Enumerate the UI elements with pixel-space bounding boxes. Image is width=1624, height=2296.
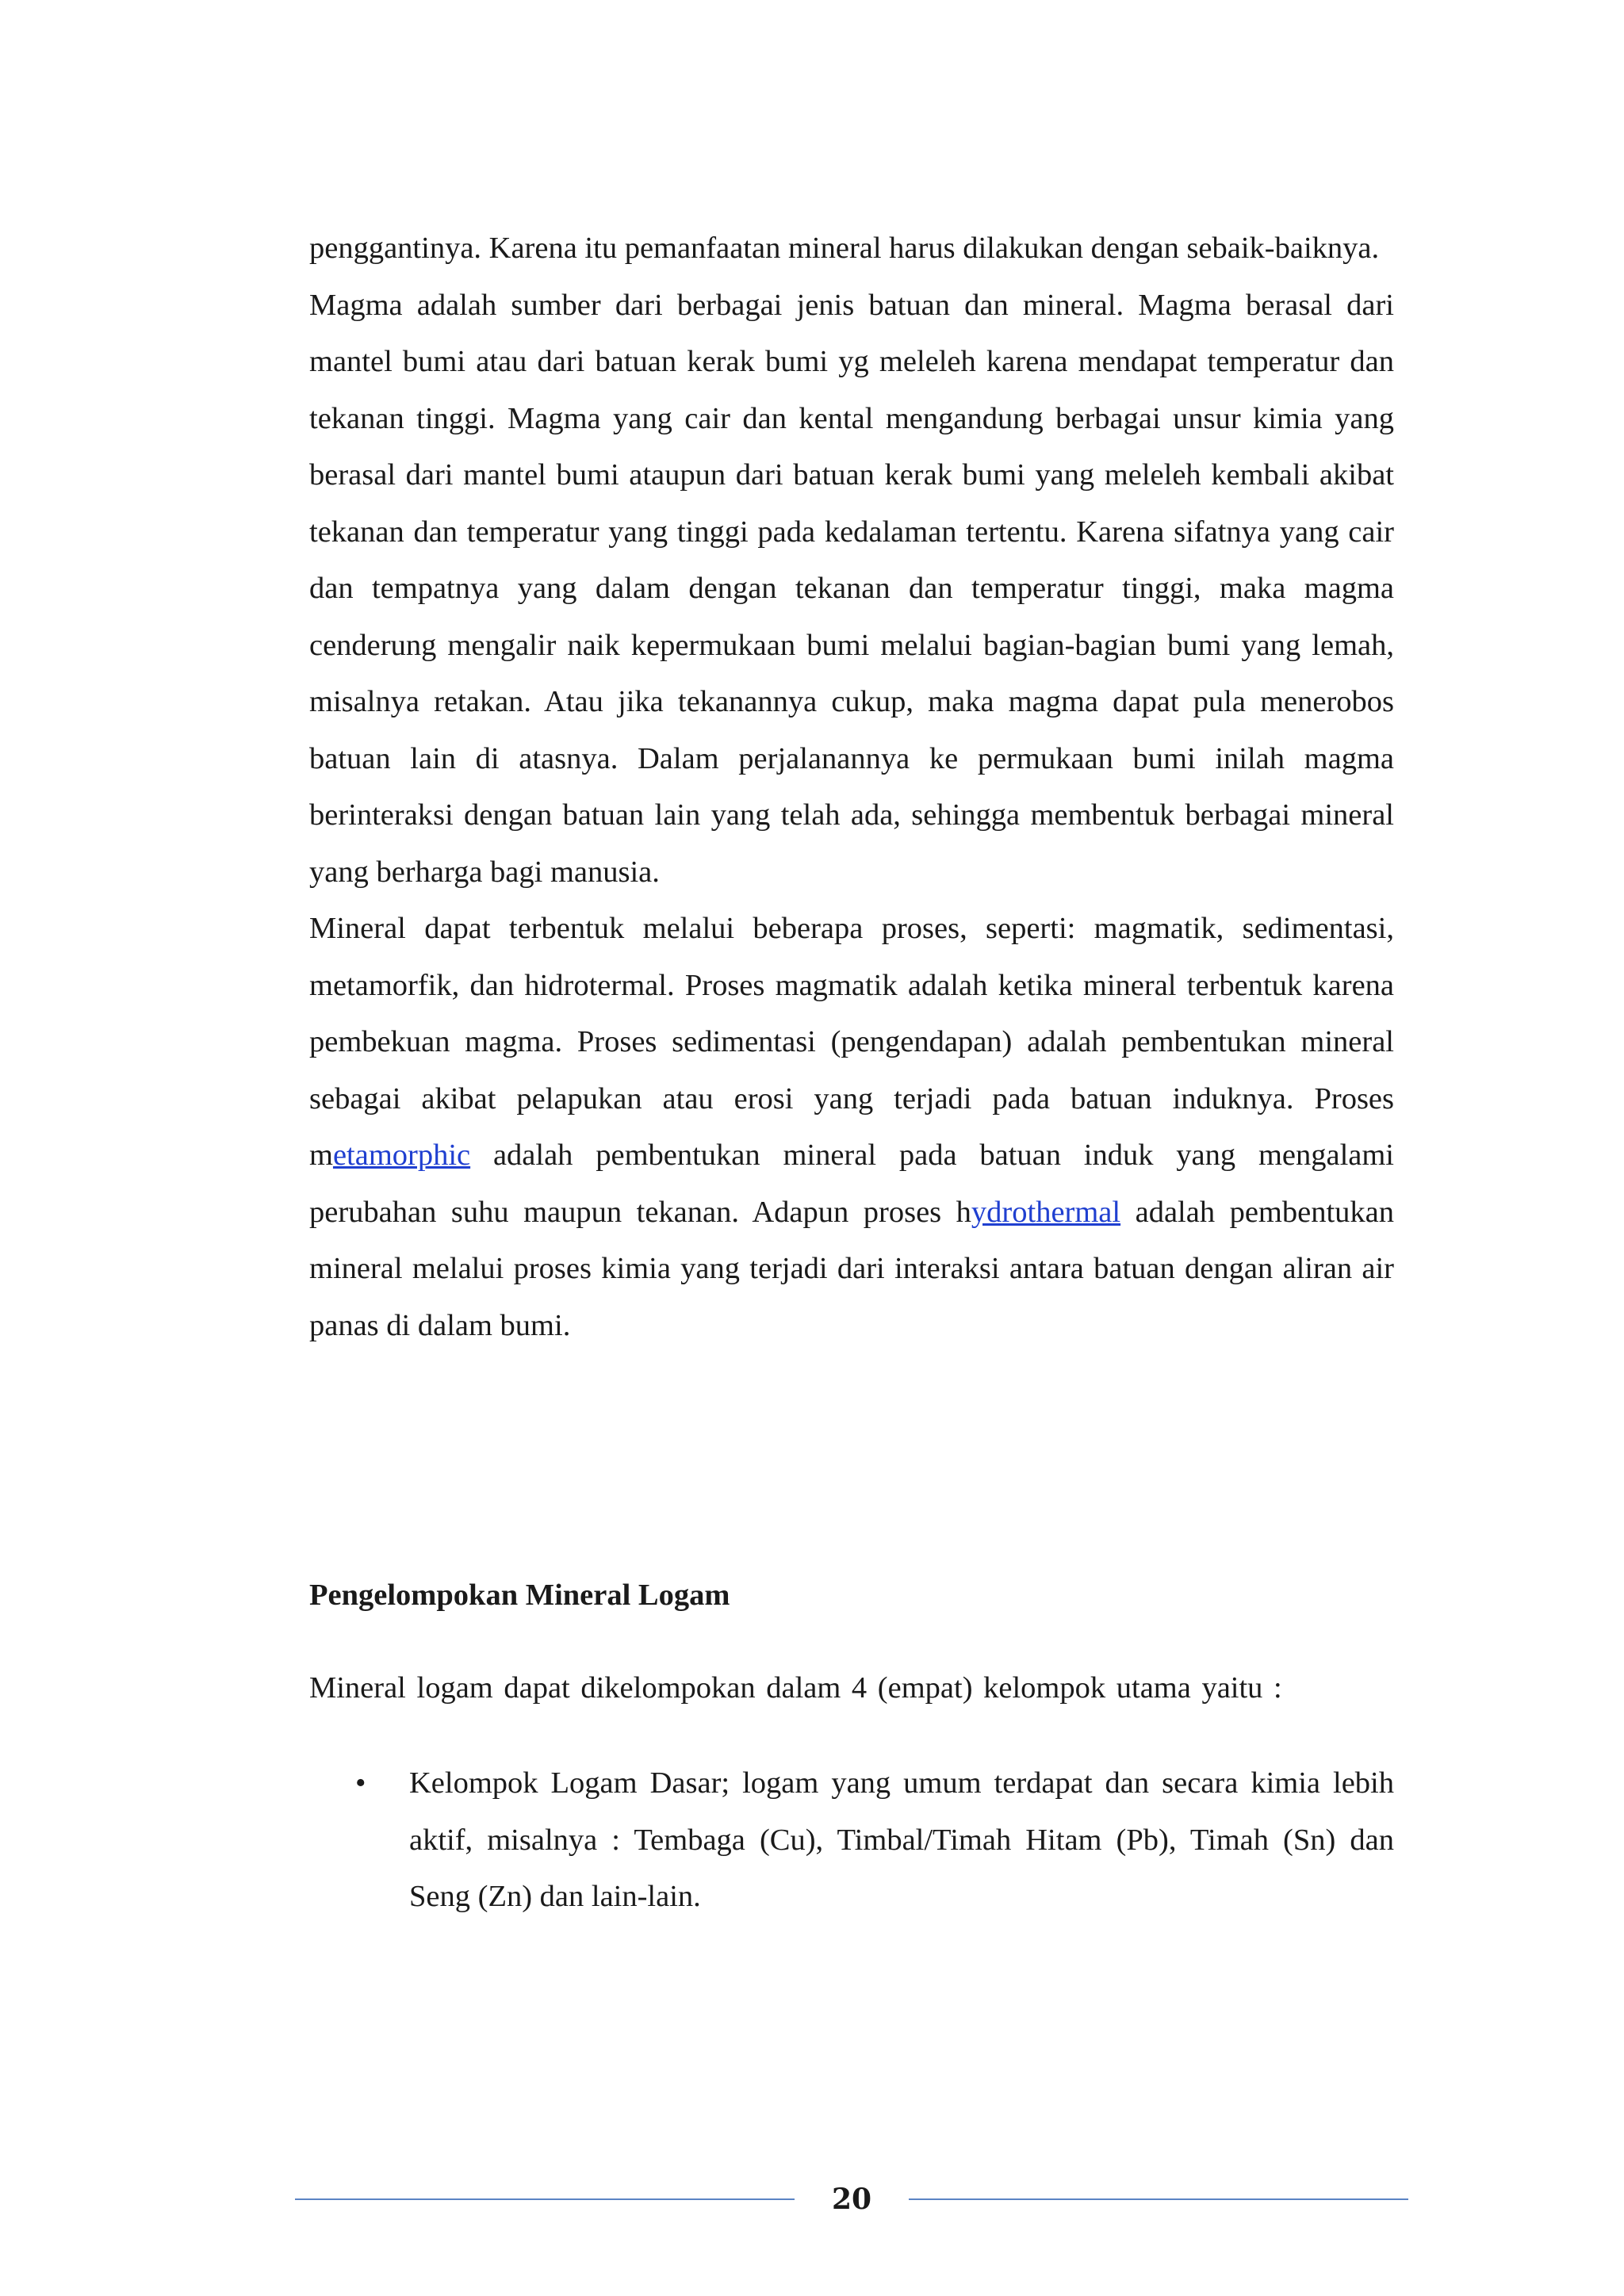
paragraph-3-text-c: adalah pembentukan mineral melalui proses kimia yang terjadi dari interaksi antara batuan dengan aliran air panas di dalam bumi. bbox=[309, 1195, 1394, 1342]
paragraph-3 bbox=[309, 901, 1394, 1354]
footer-rule-right bbox=[909, 2198, 1408, 2200]
section-heading: Pengelompokan Mineral Logam bbox=[309, 1578, 730, 1612]
bullet-icon: • bbox=[355, 1766, 366, 1800]
list-item-text: Kelompok Logam Dasar; logam yang umum terdapat dan secara kimia lebih aktif, misalnya : Tembaga (Cu), Timbal/Timah Hitam (Pb), Timah (Sn) dan Seng (Zn) dan lain-lain. bbox=[409, 1766, 1394, 1913]
page-number: 20 bbox=[831, 2183, 872, 2216]
paragraph-3-text-b: adalah pembentukan mineral pada batuan induk yang mengalami perubahan suhu maupun tekanan. Adapun proses h bbox=[309, 1138, 1394, 1229]
body-text bbox=[309, 220, 1394, 1354]
footer-rule-left bbox=[295, 2198, 795, 2200]
list-item bbox=[309, 1755, 1394, 1926]
intro-sentence: Mineral logam dapat dikelompokan dalam 4 (empat) kelompok utama yaitu : bbox=[309, 1671, 1282, 1705]
paragraph-3-text-a: Mineral dapat terbentuk melalui beberapa proses, seperti: magmatik, sedimentasi, metamorfik, dan hidrotermal. Proses magmatik adalah ketika mineral terbentuk karena pembekuan magma. Proses sedimentasi (pengendapan) adalah pembentukan mineral sebagai akibat pelapukan atau erosi yang terjadi pada batuan induknya. Proses m bbox=[309, 912, 1394, 1172]
metamorphic-link[interactable]: etamorphic bbox=[332, 1138, 471, 1172]
paragraph-1: penggantinya. Karena itu pemanfaatan mineral harus dilakukan dengan sebaik-baiknya. bbox=[309, 232, 1380, 265]
paragraph-2: Magma adalah sumber dari berbagai jenis batuan dan mineral. Magma berasal dari mantel bumi atau dari batuan kerak bumi yg meleleh karena mendapat temperatur dan tekanan tinggi. Magma yang cair dan kental mengandung berbagai unsur kimia yang berasal dari mantel bumi ataupun dari batuan kerak bumi yang meleleh kembali akibat tekanan dan temperatur yang tinggi pada kedalaman tertentu. Karena sifatnya yang cair dan tempatnya yang dalam dengan tekanan dan temperatur tinggi, maka magma cenderung mengalir naik kepermukaan bumi melalui bagian-bagian bumi yang lemah, misalnya retakan. Atau jika tekanannya cukup, maka magma dapat pula menerobos batuan lain di atasnya. Dalam perjalanannya ke permukaan bumi inilah magma berinteraksi dengan batuan lain yang telah ada, sehingga membentuk berbagai mineral yang berharga bagi manusia. bbox=[309, 288, 1394, 889]
hydrothermal-link[interactable]: ydrothermal bbox=[971, 1195, 1121, 1229]
mineral-group-list bbox=[309, 1755, 1394, 1926]
